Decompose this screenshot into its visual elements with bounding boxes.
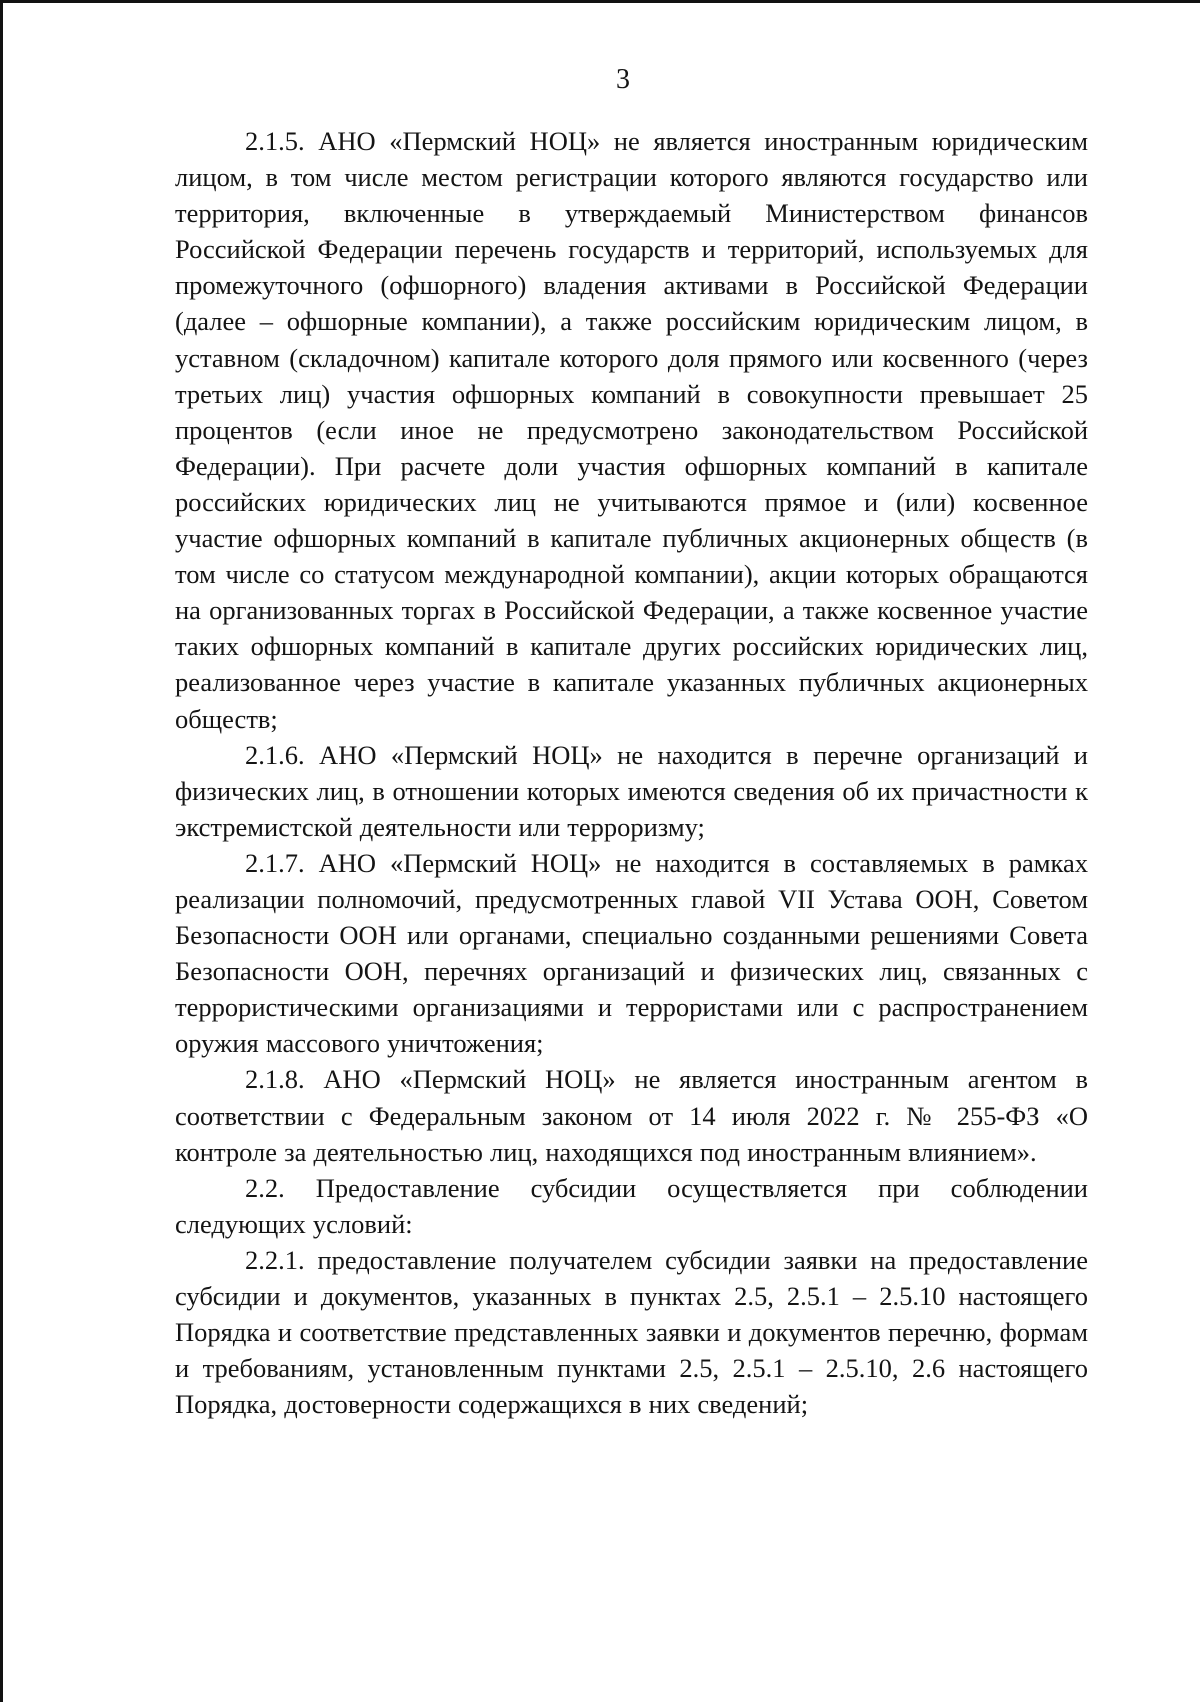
paragraph-2-1-5: 2.1.5. АНО «Пермский НОЦ» не является иностранным юридическим лицом, в том числе местом регистрации которого являются государство или территория, включенные в утверждаемый Министерством финансов Российской Федерации перечень государств и территорий, используемых для промежуточного (офшорного) владения активами в Российской Федерации (далее – офшорные компании), а также российским юридическим лицом, в уставном (складочном) капитале которого доля прямого или косвенного (через третьих лиц) участия офшорных компаний в совокупности превышает 25 процентов (если иное не предусмотрено законодательством Российской Федерации). При расчете доли участия офшорных компаний в капитале российских юридических лиц не учитываются прямое и (или) косвенное участие офшорных компаний в капитале публичных акционерных обществ (в том числе со статусом международной компании), акции которых обращаются на организованных торгах в Российской Федерации, а также косвенное участие таких офшорных компаний в капитале других российских юридических лиц, реализованное через участие в капитале указанных публичных акционерных обществ;	[175, 126, 1088, 734]
document-body	[175, 123, 1088, 1422]
paragraph-2-2: 2.2. Предоставление субсидии осуществляется при соблюдении следующих условий:	[175, 1172, 1088, 1239]
paragraph-2-2-1: 2.2.1. предоставление получателем субсидии заявки на предоставление субсидии и документов, указанных в пунктах 2.5, 2.5.1 – 2.5.10 настоящего Порядка и соответствие представленных заявки и документов перечню, формам и требованиям, установленным пунктами 2.5, 2.5.1 – 2.5.10, 2.6 настоящего Порядка, достоверности содержащихся в них сведений;	[175, 1244, 1088, 1420]
paragraph-2-1-6: 2.1.6. АНО «Пермский НОЦ» не находится в перечне организаций и физических лиц, в отношении которых имеются сведения об их причастности к экстремистской деятельности или терроризму;	[175, 739, 1088, 842]
paragraph-2-1-8: 2.1.8. АНО «Пермский НОЦ» не является иностранным агентом в соответствии с Федеральным законом от 14 июля 2022 г. № 255-ФЗ «О контроле за деятельностью лиц, находящихся под иностранным влиянием».	[175, 1064, 1088, 1167]
paragraph-2-1-7: 2.1.7. АНО «Пермский НОЦ» не находится в составляемых в рамках реализации полномочий, предусмотренных главой VII Устава ООН, Советом Безопасности ООН или органами, специально созданными решениями Совета Безопасности ООН, перечнях организаций и физических лиц, связанных с террористическими организациями и террористами или с распространением оружия массового уничтожения;	[175, 847, 1088, 1059]
page-number: 3	[616, 64, 630, 95]
